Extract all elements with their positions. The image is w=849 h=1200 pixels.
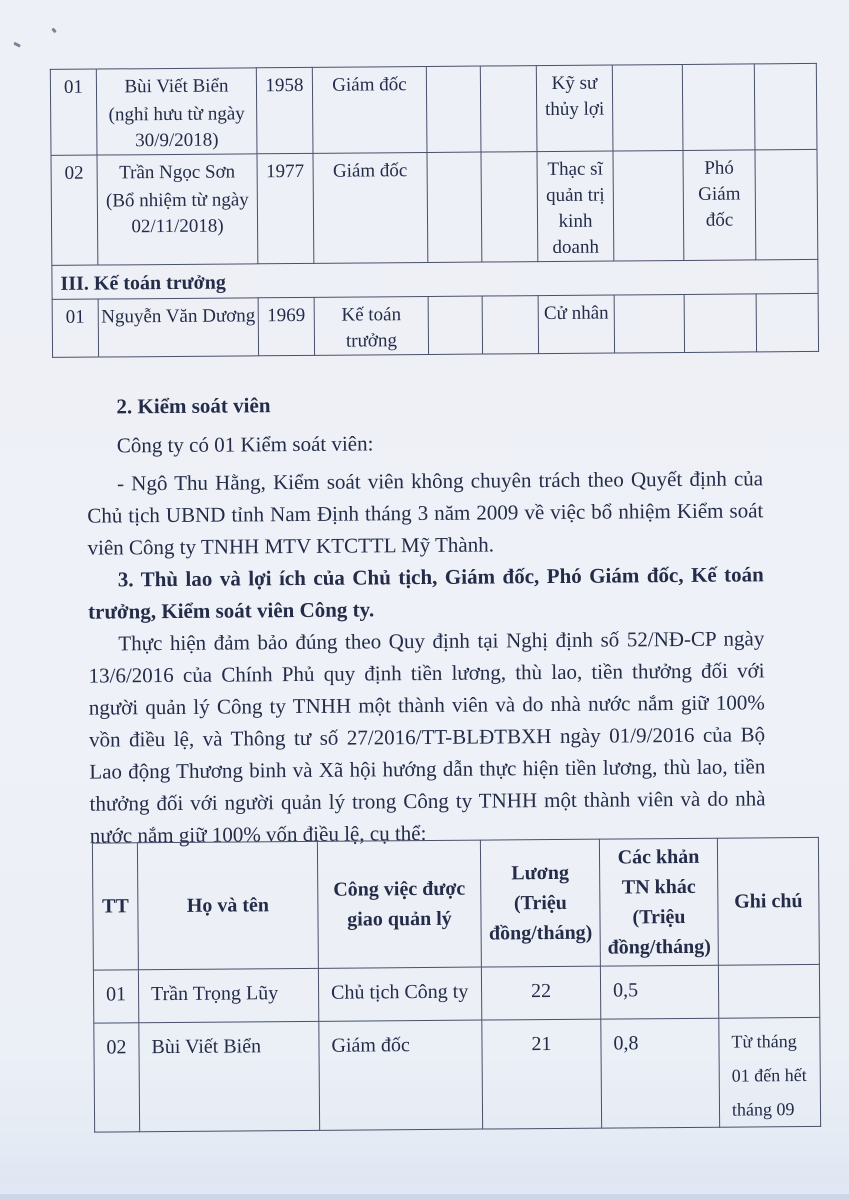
cell-name: Bùi Viết Biển (139, 1021, 320, 1131)
cell-no: 01 (50, 69, 97, 155)
cell-no: 01 (93, 970, 138, 1023)
scan-artifact (13, 42, 21, 48)
col-header-other-income: Các khản TN khác (Triệu đồng/tháng) (599, 838, 718, 966)
person-note: (Bổ nhiệm từ ngày 02/11/2018) (105, 189, 249, 238)
cell-other-title (682, 64, 755, 151)
staff-table (50, 63, 819, 358)
table-row (52, 293, 818, 357)
cell-name: Trần Trọng Lũy (138, 968, 318, 1022)
cell-empty (482, 296, 538, 354)
cell-qualification: Cử nhân (538, 295, 614, 354)
cell-empty (480, 66, 537, 152)
cell-birth-year: 1969 (258, 297, 314, 355)
cell-position: Kế toán trưởng (314, 296, 428, 355)
scan-bottom-band (0, 1184, 849, 1194)
table-row (93, 964, 819, 1023)
cell-no: 02 (51, 155, 98, 265)
table-row (50, 63, 817, 155)
person-name: Trần Ngọc Sơn (119, 161, 236, 184)
col-header-tt: TT (92, 843, 138, 970)
cell-empty (755, 149, 818, 259)
person-name: Bùi Viết Biển (124, 75, 229, 98)
cell-other-income: 0,8 (601, 1018, 720, 1128)
cell-qualification: Kỹ sư thủy lợi (536, 65, 613, 152)
heading-controllers: 2. Kiểm soát viên (116, 393, 271, 419)
body-text (86, 385, 766, 851)
cell-name (97, 154, 258, 265)
col-header-note: Ghi chú (717, 837, 819, 965)
cell-empty (612, 64, 683, 151)
cell-job: Giám đốc (319, 1020, 483, 1130)
cell-empty (481, 152, 538, 262)
cell-empty (613, 150, 684, 261)
table-row (94, 1017, 821, 1132)
cell-empty (428, 296, 482, 354)
cell-other-title (684, 294, 756, 353)
paragraph-policy: Thực hiện đảm bảo đúng theo Quy định tại Nghị định số 52/NĐ-CP ngày 13/6/2016 của Chính Phủ quy định tiền lương, thù lao, tiền thưởng đối với người quản lý Công ty TNHH một thành viên và do nhà nước nắm giữ 100% vồn điều lệ, và Thông tư số 27/2016/TT-BLĐTBXH ngày 01/9/2016 của Bộ Lao động Thương binh và Xã hội hướng dẫn thực hiện tiền lương, thù lao, tiền thưởng đối với người quản lý trong Công ty TNHH một thành viên và do nhà nước nắm giữ 100% vốn điều lệ, cụ thể: (88, 626, 766, 848)
cell-empty (756, 293, 818, 351)
cell-note: Từ tháng 01 đến hết tháng 09 (719, 1017, 821, 1127)
cell-name (98, 298, 258, 357)
cell-empty (754, 63, 817, 149)
cell-birth-year: 1977 (257, 153, 314, 263)
scan-artifact (51, 28, 57, 34)
cell-job: Chủ tịch Công ty (318, 967, 481, 1021)
salary-table (92, 837, 821, 1133)
cell-empty (426, 66, 481, 152)
heading-remuneration: 3. Thù lao và lợi ích của Chủ tịch, Giám đốc, Phó Giám đốc, Kế toán trưởng, Kiểm soát viên Công ty. (87, 562, 764, 624)
cell-salary: 22 (481, 966, 600, 1020)
cell-empty (614, 294, 684, 353)
col-header-job: Công việc được giao quản lý (317, 840, 481, 968)
cell-other-income: 0,5 (600, 965, 718, 1019)
cell-empty (427, 152, 482, 262)
scan-bottom-edge (0, 1194, 849, 1200)
cell-no: 01 (52, 299, 98, 357)
cell-note (718, 964, 819, 1018)
cell-qualification: Thạc sĩ quản trị kinh doanh (537, 151, 614, 262)
cell-salary: 21 (482, 1019, 602, 1129)
col-header-name: Họ và tên (137, 841, 318, 969)
cell-position: Giám đốc (313, 152, 428, 263)
person-name: Nguyễn Văn Dương (101, 305, 256, 328)
col-header-salary: Lương (Triệu đồng/tháng) (480, 839, 600, 967)
salary-header-row (92, 837, 819, 970)
person-note: (nghỉ hưu từ ngày 30/9/2018) (108, 103, 245, 152)
paragraph-controller: - Ngô Thu Hằng, Kiểm soát viên không chuyên trách theo Quyết định của Chủ tịch UBND tỉnh Nam Định tháng 3 năm 2009 về việc bổ nhiệm Kiểm soát viên Công ty TNHH MTV KTCTTL Mỹ Thành. (87, 466, 764, 560)
section-header: III. Kế toán trưởng (52, 259, 818, 299)
cell-birth-year: 1958 (256, 67, 313, 153)
table-row (51, 149, 818, 265)
paragraph-intro: Công ty có 01 Kiểm soát viên: (116, 431, 374, 458)
cell-name (96, 68, 257, 155)
cell-no: 02 (94, 1023, 140, 1132)
cell-other-title: Phó Giám đốc (683, 150, 756, 261)
cell-position: Giám đốc (312, 66, 427, 153)
